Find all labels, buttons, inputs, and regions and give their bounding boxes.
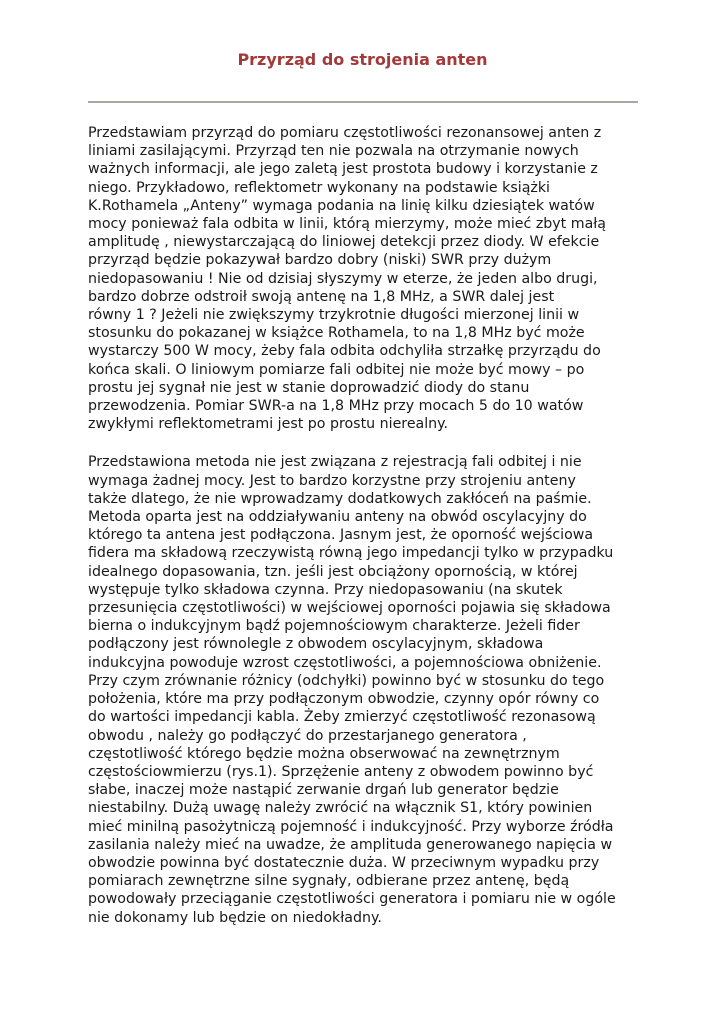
text-line: prostu jej sygnał nie jest w stanie doprowadzić diody do stanu — [88, 379, 530, 396]
text-line: stosunku do pokazanej w książce Rothamela, to na 1,8 MHz być może — [88, 325, 585, 342]
text-line: amplitudę , niewystarczającą do liniowej detekcji przez diody. W efekcie — [88, 234, 600, 251]
text-line: nie dokonamy lub będzie on niedokładny. — [88, 909, 382, 926]
text-line: zwykłymi reflektometrami jest po prostu nierealny. — [88, 416, 449, 433]
text-line: którego ta antena jest podłączona. Jasnym jest, że oporność wejściowa — [88, 527, 594, 544]
text-line: pomiarach zewnętrzne silne sygnały, odbierane przez antenę, będą — [88, 873, 570, 890]
text-line: do wartości impedancji kabla. Żeby zmierzyć częstotliwość rezonasową — [88, 709, 596, 726]
text-line: K.Rothamela „Anteny” wymaga podania na linię kilku dziesiątek watów — [88, 197, 595, 214]
text-line: częstotliwość którego będzie można obserwować na zewnętrznym — [88, 745, 560, 762]
text-line: przewodzenia. Pomiar SWR-a na 1,8 MHz przy mocach 5 do 10 watów — [88, 398, 584, 415]
text-line: bierna o indukcyjnym bądź pojemnościowym charakterze. Jeżeli fider — [88, 618, 580, 635]
text-line: wymaga żadnej mocy. Jest to bardzo korzystne przy strojeniu anteny — [88, 472, 576, 489]
paragraph — [88, 124, 648, 433]
text-line: idealnego dopasowania, tzn. jeśli jest obciążony opornością, w której — [88, 563, 578, 580]
document-body — [88, 124, 648, 947]
text-line: niego. Przykładowo, reflektometr wykonany na podstawie książki — [88, 179, 551, 196]
text-line: częstościowmierzu (rys.1). Sprzężenie anteny z obwodem powinno być — [88, 763, 594, 780]
text-line: obwodu , należy go podłączyć do przestarjanego generatora , — [88, 727, 527, 744]
text-line: mocy ponieważ fala odbita w linii, którą mierzymy, może mieć zbyt małą — [88, 216, 606, 233]
text-line: liniami zasilającymi. Przyrząd ten nie pozwala na otrzymanie nowych — [88, 143, 579, 160]
text-line: występuje tylko składowa czynna. Przy niedopasowaniu (na skutek — [88, 581, 563, 598]
text-line: równy 1 ? Jeżeli nie zwiększymy trzykrotnie długości mierzonej linii w — [88, 307, 580, 324]
text-line: indukcyjna powoduje wzrost częstotliwości, a pojemnościowa obniżenie. — [88, 654, 602, 671]
text-line: mieć minilną pasożytniczą pojemność i indukcyjność. Przy wyborze źródła — [88, 818, 614, 835]
text-line: wystarczy 500 W mocy, żeby fala odbita odchyliła strzałkę przyrządu do — [88, 343, 601, 360]
paragraph — [88, 453, 648, 926]
text-line: podłączony jest równolegle z obwodem oscylacyjnym, składowa — [88, 636, 544, 653]
page-title: Przyrząd do strojenia anten — [237, 50, 488, 69]
text-line: ważnych informacji, ale jego zaletą jest prostota budowy i korzystanie z — [88, 161, 598, 178]
text-line: także dlatego, że nie wprowadzamy dodatkowych zakłóceń na paśmie. — [88, 490, 592, 507]
title-divider — [88, 101, 638, 103]
text-line: bardzo dobrze odstroił swoją antenę na 1,8 MHz, a SWR dalej jest — [88, 288, 555, 305]
text-line: Przy czym zrównanie różnicy (odchyłki) powinno być w stosunku do tego — [88, 672, 605, 689]
text-line: Przedstawiam przyrząd do pomiaru częstotliwości rezonansowej anten z — [88, 125, 602, 141]
text-line: obwodzie powinna być dostatecznie duża. W przeciwnym wypadku przy — [88, 854, 600, 871]
text-line: Metoda oparta jest na oddziaływaniu anteny na obwód oscylacyjny do — [88, 509, 587, 526]
text-line: przyrząd będzie pokazywał bardzo dobry (niski) SWR przy dużym — [88, 252, 552, 269]
text-line: przesunięcia częstotliwości) w wejściowej oporności pojawia się składowa — [88, 600, 611, 617]
text-line: Przedstawiona metoda nie jest związana z rejestracją fali odbitej i nie — [88, 454, 582, 471]
text-line: niedopasowaniu ! Nie od dzisiaj słyszymy w eterze, że jeden albo drugi, — [88, 270, 598, 287]
text-line: powodowały przeciąganie częstotliwości generatora i pomiaru nie w ogóle — [88, 891, 616, 908]
text-line: niestabilny. Dużą uwagę należy zwrócić na włącznik S1, który powinien — [88, 800, 593, 817]
text-line: zasilania należy mieć na uwadze, że amplituda generowanego napięcia w — [88, 836, 613, 853]
text-line: fidera ma składową rzeczywistą równą jego impedancji tylko w przypadku — [88, 545, 614, 562]
text-line: końca skali. O liniowym pomiarze fali odbitej nie może być mowy – po — [88, 361, 585, 378]
text-line: położenia, które ma przy podłączonym obwodzie, czynny opór równy co — [88, 691, 600, 708]
text-line: słabe, inaczej może nastąpić zerwanie drgań lub generator będzie — [88, 782, 559, 799]
